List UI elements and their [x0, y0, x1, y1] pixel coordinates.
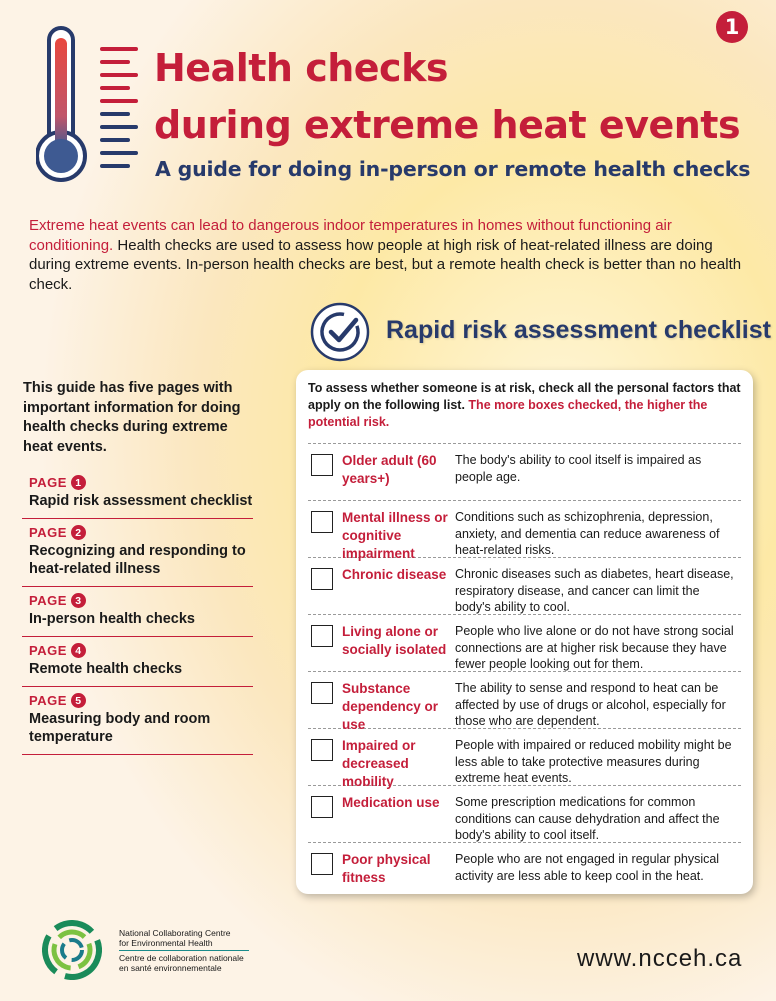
- risk-checkbox[interactable]: [311, 625, 333, 647]
- page-subtitle: A guide for doing in-person or remote health checks: [155, 157, 751, 181]
- risk-description: People who are not engaged in regular physical activity are less able to keep cool in the heat.: [455, 852, 720, 883]
- page-list-item-1: [22, 469, 253, 519]
- page-title-label: Rapid risk assessment checklist: [29, 493, 253, 509]
- risk-description: People who live alone or do not have strong social connections are at higher risk because they have fewer people looking out for them.: [455, 624, 734, 671]
- risk-checkbox[interactable]: [311, 739, 333, 761]
- page-list-item-3: [22, 587, 253, 637]
- page-list-item-4: [22, 637, 253, 687]
- page-number-icon: 3: [71, 593, 86, 608]
- risk-description: Conditions such as schizophrenia, depression, anxiety, and dementia can reduce awareness of heat-related risks.: [455, 510, 720, 557]
- page-label: PAGE: [29, 525, 67, 540]
- page-label: PAGE: [29, 693, 67, 708]
- risk-description: Some prescription medications for common conditions can cause dehydration and affect the body's ability to cool itself.: [455, 795, 720, 842]
- title-line-2: during extreme heat events: [154, 103, 741, 147]
- checklist-row: [308, 785, 741, 842]
- page-title-label: Measuring body and room temperature: [29, 711, 211, 745]
- risk-checkbox[interactable]: [311, 796, 333, 818]
- risk-checkbox[interactable]: [311, 682, 333, 704]
- page-guide-sidebar: [22, 379, 253, 755]
- page-title-label: Remote health checks: [29, 661, 183, 677]
- website-link[interactable]: www.ncceh.ca: [577, 945, 743, 972]
- checkmark-circle-icon: [310, 302, 370, 362]
- risk-factor: Older adult (60 years+): [342, 453, 437, 486]
- page-title: [154, 40, 754, 154]
- risk-checkbox[interactable]: [311, 853, 333, 875]
- page-label: PAGE: [29, 475, 67, 490]
- risk-checkbox[interactable]: [311, 454, 333, 476]
- risk-checkbox[interactable]: [311, 568, 333, 590]
- risk-checkbox[interactable]: [311, 511, 333, 533]
- checklist-row: [308, 842, 741, 899]
- checklist-row: [308, 614, 741, 671]
- page-label: PAGE: [29, 593, 67, 608]
- risk-description: People with impaired or reduced mobility might be less able to take protective measures during extreme heat events.: [455, 738, 732, 785]
- checklist-instructions-highlight: The more boxes checked, the higher the potential risk.: [308, 398, 708, 429]
- page-number-icon: 1: [71, 475, 86, 490]
- thermometer-icon: [36, 26, 146, 186]
- page-title-label: Recognizing and responding to heat-related illness: [29, 543, 246, 577]
- page-list: [22, 469, 253, 755]
- checklist-rows: [308, 443, 741, 899]
- checklist-title: Rapid risk assessment checklist: [386, 316, 771, 344]
- sidebar-lead: This guide has five pages with important information for doing health checks during extreme heat events.: [23, 380, 241, 455]
- org-name-en-1: National Collaborating Centre: [119, 928, 231, 938]
- risk-description: Chronic diseases such as diabetes, heart disease, respiratory disease, and cancer can limit the body's ability to cool.: [455, 567, 734, 614]
- intro-body: Health checks are used to assess how people at high risk of heat-related illness are doing during extreme events. In-person health checks are best, but a remote health check is better than no health check.: [29, 236, 742, 293]
- checklist-instructions-text: To assess whether someone is at risk, check all the personal factors that apply on the following list.: [308, 381, 741, 412]
- intro-highlight: Extreme heat events can lead to dangerous indoor temperatures in homes without functioning air conditioning.: [29, 217, 672, 254]
- risk-factor: Living alone or socially isolated: [342, 624, 447, 657]
- organization-name: [119, 928, 249, 973]
- intro-paragraph: [29, 216, 744, 294]
- risk-factor: Poor physical fitness: [342, 852, 431, 885]
- checklist-instructions: [308, 380, 741, 431]
- risk-factor: Mental illness or cognitive impairment: [342, 510, 448, 561]
- page-number-icon: 4: [71, 643, 86, 658]
- checklist-row: [308, 500, 741, 561]
- checklist-row: [308, 671, 741, 732]
- risk-factor: Substance dependency or use: [342, 681, 439, 732]
- checklist-panel: [296, 370, 753, 894]
- org-name-en-2: for Environmental Health: [119, 938, 213, 948]
- checklist-row: [308, 728, 741, 789]
- org-name-fr-1: Centre de collaboration nationale: [119, 953, 244, 963]
- page-number-icon: 5: [71, 693, 86, 708]
- risk-factor: Chronic disease: [342, 567, 447, 582]
- org-divider: [119, 950, 249, 951]
- risk-factor: Medication use: [342, 795, 440, 810]
- org-name-fr-2: en santé environnementale: [119, 963, 222, 973]
- ncceh-logo: [42, 920, 102, 980]
- page-label: PAGE: [29, 643, 67, 658]
- checklist-row: [308, 557, 741, 614]
- risk-description: The body's ability to cool itself is impaired as people age.: [455, 453, 702, 484]
- checklist-row: [308, 443, 741, 500]
- page-title-label: In-person health checks: [29, 611, 195, 627]
- page-number-badge: 1: [716, 11, 748, 43]
- page-number-icon: 2: [71, 525, 86, 540]
- page-list-item-5: [22, 687, 253, 755]
- page-list-item-2: [22, 519, 253, 587]
- risk-factor: Impaired or decreased mobility: [342, 738, 416, 789]
- title-line-1: Health checks: [154, 46, 448, 90]
- risk-description: The ability to sense and respond to heat can be affected by use of drugs or alcohol, especially for those who are dependent.: [455, 681, 726, 728]
